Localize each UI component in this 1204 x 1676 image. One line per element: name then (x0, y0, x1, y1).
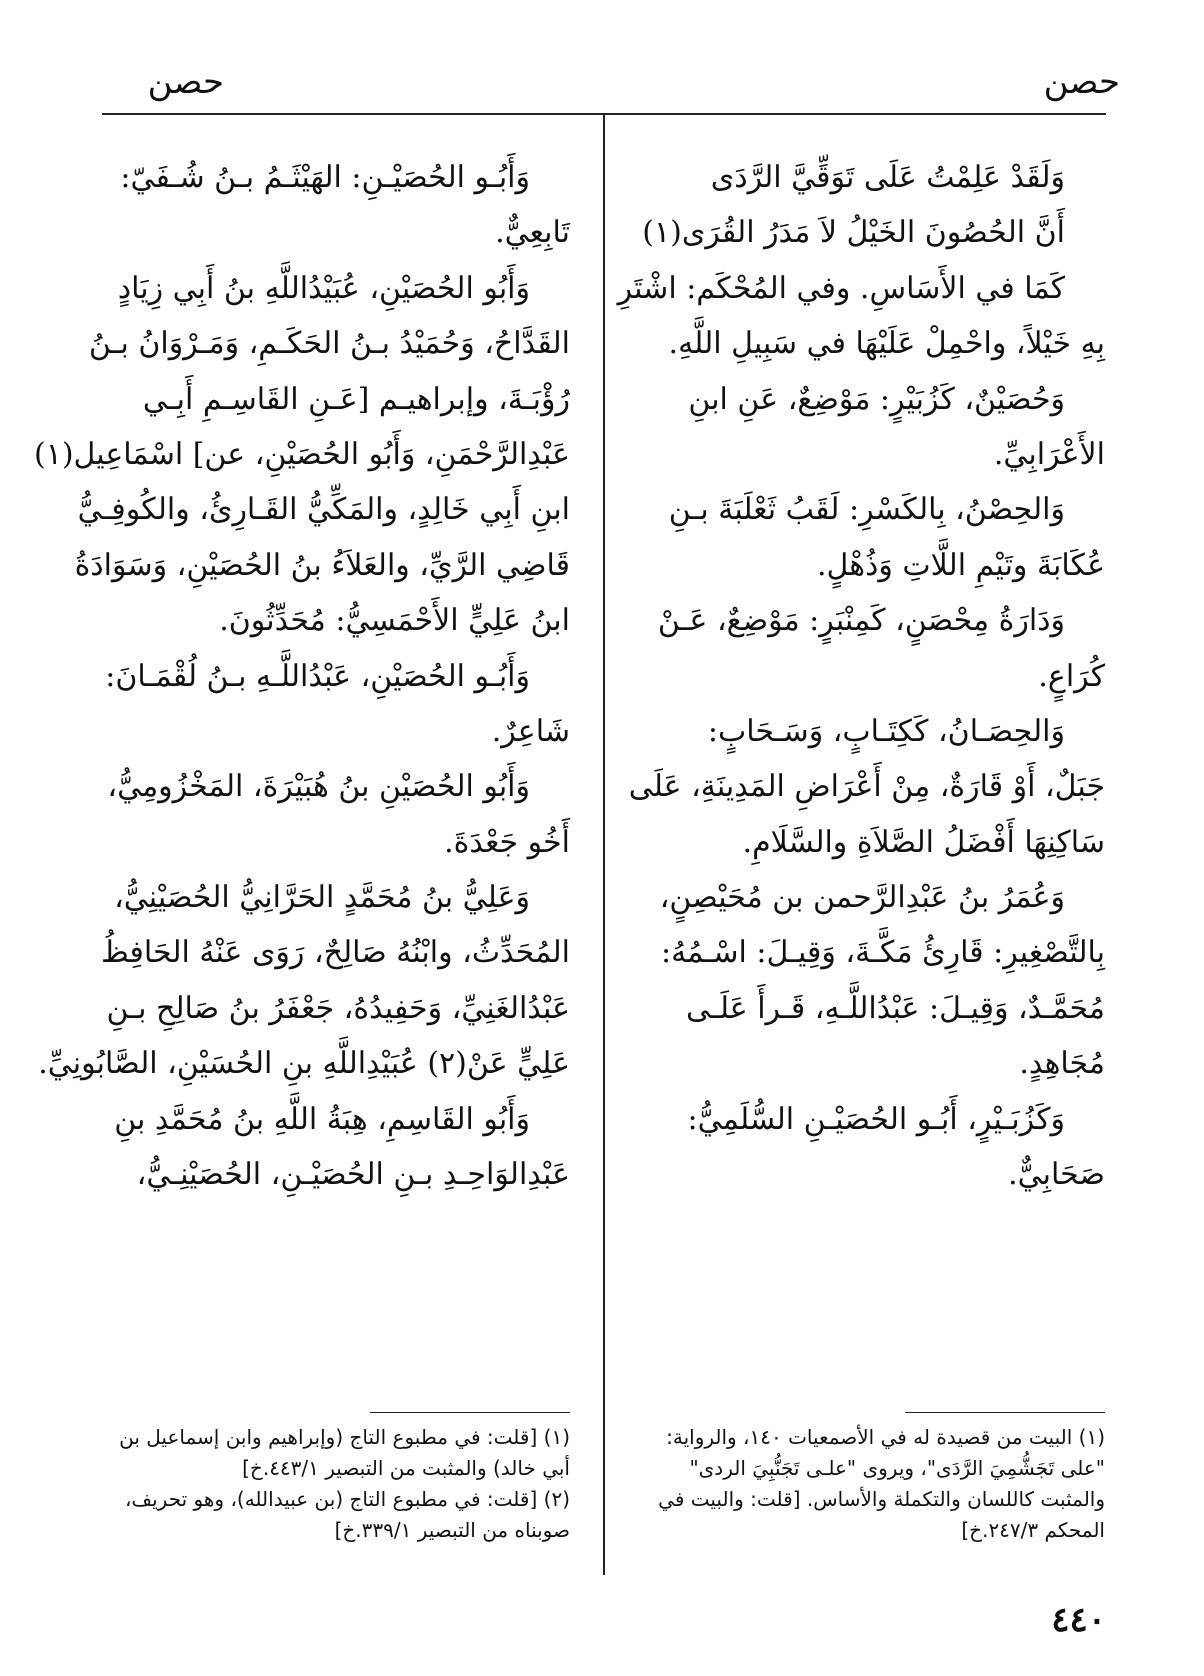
page-number: ٤٤٠ (1051, 1600, 1106, 1640)
text-line: وَلَقَدْ عَلِمْتُ عَلَى تَوَقِّيَّ الرَّدَى (710, 160, 1065, 195)
text-line: وَالحِصْنُ، بِالكَسْرِ: لَقَبُ ثَعْلَبَةَ بـنِ (668, 492, 1065, 528)
text-line: وَأَبُو الحُصَيْنِ بنُ هُبَيْرَةَ، المَخْزُومِيُّ، (107, 769, 530, 805)
text-line: بِالتَّصْغِيرِ: قَارِئُ مَكَّـةَ، وَقِيـلَ: اسْـمُهُ: (661, 935, 1105, 971)
text-line: وَأَبُو الحُصَيْنِ، عُبَيْدُاللَّهِ بنُ أَبِي زِيَادٍ (117, 270, 530, 306)
text-line: وَدَارَةُ مِحْصَنٍ، كَمِنْبَرٍ: مَوْضِعٌ، عَـنْ (657, 603, 1065, 639)
running-header-right: حصن (1043, 62, 1120, 102)
text-line: وَأَبُـو الحُصَيْـنِ: الهَيْثَـمُ بـنُ شُـفَيّ: (120, 160, 530, 195)
footnotes-left (102, 1422, 570, 1546)
left-column (34, 150, 570, 1202)
text-line: أَنَّ الحُصُونَ الخَيْلُ لاَ مَدَرُ القُرَى(١) (642, 215, 1065, 251)
text-line: عَبْدِالرَّحْمَنِ، وَأَبُو الحُصَيْنِ، عن] اسْمَاعِيل(١) (34, 436, 570, 472)
text-line: قَاضِي الرَّيِّ، والعَلاَءُ بنُ الحُصَيْنِ، وَسَوَادَةُ (74, 547, 570, 583)
text-line: تَابِعِيٌّ. (495, 215, 570, 251)
text-line: وَالحِصَـانُ، كَكِتَـابٍ، وَسَـحَابٍ: (707, 713, 1065, 749)
text-line: شَاعِرٌ. (491, 713, 570, 749)
text-line: الأَعْرَابِيِّ. (993, 436, 1105, 472)
text-line: وَعَلِيُّ بنُ مُحَمَّدٍ الحَرَّانِيُّ الحُصَيْنِيُّ، (114, 880, 530, 916)
footnote-line: والمثبت كاللسان والتكملة والأساس. [قلت: والبيت في (658, 1487, 1105, 1511)
text-line: كُرَاعٍ. (1038, 658, 1105, 694)
text-line: كَمَا في الأَسَاسِ. وفي المُحْكَم: اشْتَرِ (617, 270, 1065, 306)
text-line: وَأَبُو القَاسِمِ، هِبَةُ اللَّهِ بنُ مُحَمَّدِ بنِ (114, 1101, 530, 1137)
column-divider (603, 115, 605, 1575)
text-line: مُحَمَّـدٌ، وَقِيـلَ: عَبْدُاللَّـهِ، قَـرأَ عَلَـى (686, 990, 1105, 1026)
footnote-line: "على تَجَشُّمِيَ الرَّدَى"، ويروى "علـى تَجَنُّبِيَ الردى" (689, 1456, 1105, 1480)
footnote-line: (٢) [قلت: في مطبوع التاج (بن عبيدالله)، وهو تحريف، (124, 1487, 570, 1511)
text-line: القَدَّاحُ، وَحُمَيْدُ بـنُ الحَكَـمِ، وَمَـرْوَانُ بـنُ (88, 326, 570, 362)
footnote-line: أبي خالد) والمثبت من التبصير ٤٤٣/١.خ] (242, 1456, 570, 1480)
footnote-line: صوبناه من التبصير ٣٣٩/١.خ] (334, 1518, 570, 1542)
running-header-left: حصن (147, 62, 224, 102)
text-line: وَأَبُـو الحُصَيْنِ، عَبْدُاللَّـهِ بـنُ لُقْمَـانَ: (105, 658, 530, 694)
text-line: وَعُمَرُ بنُ عَبْدِالرَّحمن بن مُحَيْصِنٍ، (659, 880, 1065, 916)
text-line: صَحَابِيٌّ. (1008, 1157, 1105, 1193)
footnotes-right (650, 1422, 1105, 1546)
text-line: بِهِ خَيْلاً، واحْمِلْ عَلَيْهَا في سَبِيلِ اللَّهِ. (668, 326, 1105, 362)
text-line: ابنُ عَلِيٍّ الأَحْمَسِيُّ: مُحَدِّثُونَ. (219, 603, 570, 639)
text-line: مُجَاهِدٍ. (1019, 1046, 1105, 1082)
text-line: وَكَزُبَـيْرٍ، أَبُـو الحُصَيْـنِ السُّلَمِيُّ: (687, 1101, 1065, 1137)
text-line: عُكَابَةَ وتَيْمِ اللَّاتِ وَذُهْلٍ. (816, 547, 1105, 583)
footnote-rule-right (905, 1412, 1105, 1413)
text-line: ابنِ أَبِي خَالِدٍ، والمَكِّيُّ القَـارِئُ، والكُوفِـيُّ (77, 492, 570, 528)
text-line: سَاكِنِهَا أَفْضَلُ الصَّلاَةِ والسَّلَامِ. (742, 824, 1105, 860)
footnote-rule-left (370, 1412, 570, 1413)
text-line: المُحَدِّثُ، وابْنُهُ صَالِحٌ، رَوَى عَنْهُ الحَافِظُ (101, 935, 570, 971)
text-line: رُؤْبَـةَ، وإبراهيـم [عَـنِ القَاسِـمِ أَبِـي (142, 381, 570, 417)
text-line: أَخُو جَعْدَةَ. (444, 824, 570, 860)
text-line: جَبَلٌ، أَوْ قَارَةٌ، مِنْ أَعْرَاضِ المَدِينَةِ، عَلَى (628, 769, 1105, 805)
footnote-line: (١) [قلت: في مطبوع التاج (وإبراهيم وابن إسماعيل بن (119, 1425, 570, 1449)
text-line: وَحُصَيْنٌ، كَزُبَيْرٍ: مَوْضِعٌ، عَنِ ابنِ (688, 381, 1065, 417)
footnote-line: (١) البيت من قصيدة له في الأصمعيات ١٤٠، والرواية: (666, 1425, 1105, 1449)
text-line: عَلِيٍّ عَنْ(٢) عُبَيْدِاللَّهِ بنِ الحُسَيْنِ، الصَّابُونِيِّ. (38, 1046, 570, 1082)
text-line: عَبْدِالوَاحِـدِ بـنِ الحُصَيْـنِ، الحُصَيْنِـيُّ، (136, 1157, 570, 1193)
text-line: عَبْدُالغَنِيِّ، وَحَفِيدُهُ، جَعْفَرُ بنُ صَالِحِ بـنِ (106, 990, 570, 1026)
right-column (617, 150, 1105, 1202)
footnote-line: المحكم ٢٤٧/٣.خ] (961, 1518, 1105, 1542)
